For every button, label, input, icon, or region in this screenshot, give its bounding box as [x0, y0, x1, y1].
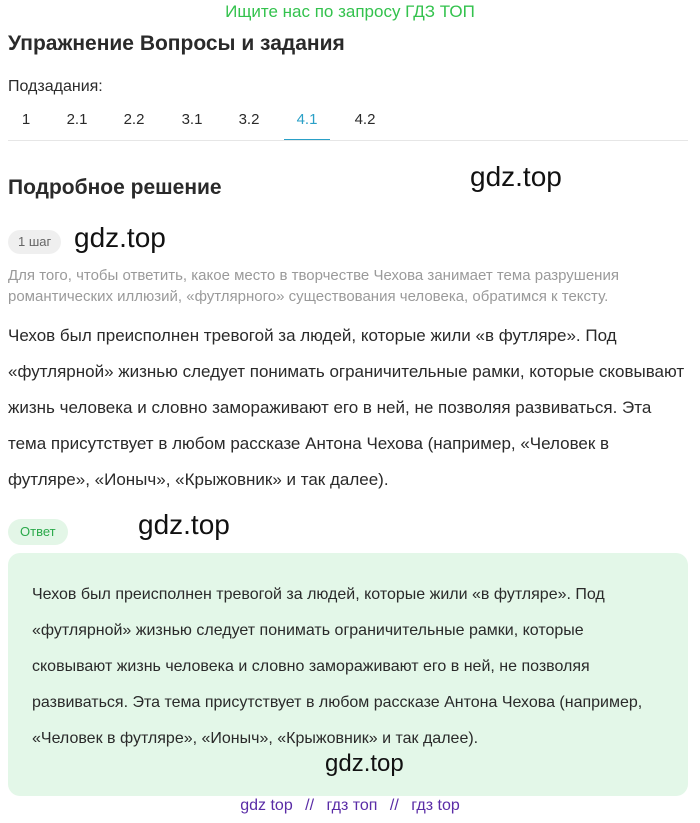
- subtask-tabs: [0, 106, 688, 141]
- footer-link-gdz-top-ru[interactable]: гдз топ: [326, 797, 378, 814]
- tab-1[interactable]: 1: [21, 111, 31, 128]
- tabs-divider: [8, 140, 688, 141]
- footer-links: [0, 797, 700, 815]
- step-badge: 1 шаг: [8, 230, 61, 254]
- footer-link-gdz-top-mixed[interactable]: гдз top: [411, 797, 460, 814]
- footer-link-gdz-top[interactable]: gdz top: [240, 797, 293, 814]
- tab-3-1[interactable]: 3.1: [181, 111, 203, 128]
- page-title: Упражнение Вопросы и задания: [8, 32, 345, 55]
- step-text: Чехов был преисполнен тревогой за людей, которые жили «в футляре». Под «футлярной» жизнью следует понимать ограничительные рамки, которые сковывают жизнь человека и словно замораживают его в ней, не позволяя развиваться. Эта тема присутствует в любом рассказе Антона Чехова (например, «Человек в футляре», «Ионыч», «Крыжовник» и так далее).: [8, 326, 685, 489]
- watermark: gdz.top: [74, 222, 166, 253]
- answer-text: Чехов был преисполнен тревогой за людей, которые жили «в футляре». Под «футлярной» жизнью следует понимать ограничительные рамки, которые сковывают жизнь человека и словно замораживают его в ней, не позволяя развиваться. Эта тема присутствует в любом рассказе Антона Чехова (например, «Человек в футляре», «Ионыч», «Крыжовник» и так далее).: [32, 586, 643, 747]
- subtasks-label: Подзадания:: [8, 78, 103, 95]
- tab-4-1[interactable]: 4.1: [284, 106, 330, 141]
- tab-2-1[interactable]: 2.1: [66, 111, 88, 128]
- answer-badge: Ответ: [8, 519, 68, 545]
- tab-4-2[interactable]: 4.2: [354, 111, 376, 128]
- solution-title: Подробное решение: [8, 176, 222, 199]
- footer-separator: //: [389, 797, 399, 814]
- watermark: gdz.top: [138, 509, 230, 540]
- search-banner: Ищите нас по запросу ГДЗ ТОП: [225, 2, 475, 21]
- footer-separator: //: [305, 797, 315, 814]
- watermark: gdz.top: [470, 161, 562, 192]
- watermark: gdz.top: [325, 750, 404, 777]
- step-intro: Для того, чтобы ответить, какое место в творчестве Чехова занимает тема разрушения романтических иллюзий, «футлярного» существования человека, обратимся к тексту.: [8, 267, 619, 305]
- tab-3-2[interactable]: 3.2: [238, 111, 260, 128]
- tab-2-2[interactable]: 2.2: [123, 111, 145, 128]
